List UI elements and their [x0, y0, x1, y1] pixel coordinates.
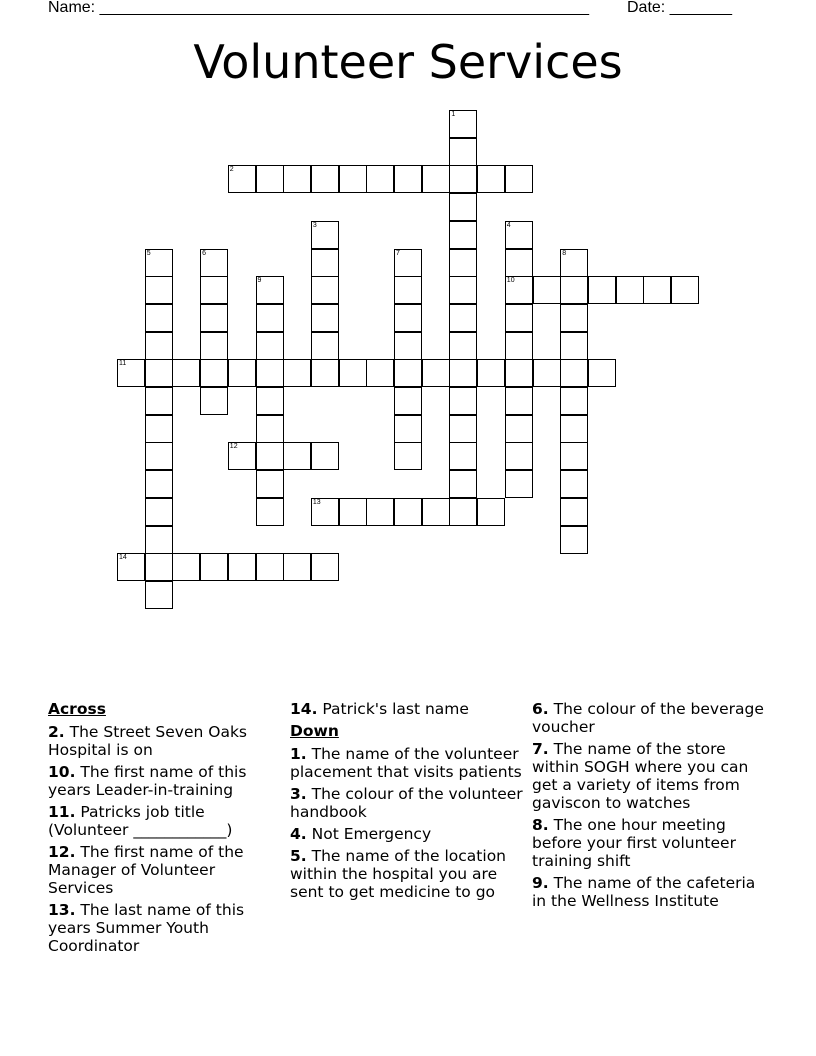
crossword-cell[interactable] [394, 415, 422, 443]
crossword-cell[interactable] [394, 332, 422, 360]
crossword-cell[interactable] [560, 332, 588, 360]
date-field[interactable]: Date: _______ [627, 0, 732, 16]
crossword-cell[interactable] [228, 359, 256, 387]
crossword-cell[interactable] [200, 332, 228, 360]
crossword-cell[interactable] [422, 165, 450, 193]
clue-column-2 [290, 700, 526, 905]
across-heading: Across [48, 700, 106, 718]
crossword-cell[interactable] [449, 110, 477, 138]
crossword-cell[interactable] [256, 442, 284, 470]
clue-down-8: 8. The one hour meeting before your first volunteer training shift [532, 816, 736, 870]
crossword-cell[interactable] [366, 498, 394, 526]
clue-column-1 [48, 700, 278, 959]
crossword-cell[interactable] [311, 249, 339, 277]
crossword-cell[interactable] [560, 470, 588, 498]
crossword-cell[interactable] [256, 470, 284, 498]
crossword-cell[interactable] [505, 387, 533, 415]
crossword-cell[interactable] [283, 553, 311, 581]
crossword-cell[interactable] [145, 553, 173, 581]
down-heading: Down [290, 722, 339, 740]
crossword-cell[interactable] [449, 387, 477, 415]
crossword-cell[interactable] [200, 276, 228, 304]
crossword-cell[interactable] [145, 581, 173, 609]
crossword-cell[interactable] [394, 276, 422, 304]
crossword-cell[interactable] [505, 249, 533, 277]
crossword-cell[interactable] [200, 249, 228, 277]
crossword-cell[interactable] [200, 553, 228, 581]
crossword-cell[interactable] [366, 359, 394, 387]
crossword-cell[interactable] [145, 526, 173, 554]
crossword-cell[interactable] [449, 249, 477, 277]
crossword-cell[interactable] [256, 415, 284, 443]
cell-number: 8 [562, 249, 567, 257]
crossword-cell[interactable] [200, 387, 228, 415]
crossword-cell[interactable] [172, 359, 200, 387]
crossword-cell[interactable] [505, 470, 533, 498]
cell-number: 14 [119, 554, 127, 562]
crossword-cell[interactable] [560, 304, 588, 332]
crossword-cell[interactable] [616, 276, 644, 304]
crossword-cell[interactable] [145, 332, 173, 360]
crossword-cell[interactable] [311, 304, 339, 332]
crossword-cell[interactable] [172, 553, 200, 581]
crossword-cell[interactable] [311, 332, 339, 360]
cell-number: 10 [506, 277, 515, 285]
crossword-cell[interactable] [394, 249, 422, 277]
crossword-cell[interactable] [256, 332, 284, 360]
crossword-cell[interactable] [145, 470, 173, 498]
cell-number: 6 [202, 249, 206, 257]
crossword-cell[interactable] [366, 165, 394, 193]
crossword-cell[interactable] [560, 276, 588, 304]
crossword-cell[interactable] [505, 221, 533, 249]
crossword-cell[interactable] [505, 442, 533, 470]
crossword-cell[interactable] [283, 359, 311, 387]
crossword-cell[interactable] [449, 276, 477, 304]
cell-number: 3 [312, 221, 317, 229]
clue-across-14: 14. Patrick's last name [290, 700, 469, 718]
crossword-cell[interactable] [145, 249, 173, 277]
crossword-cell[interactable] [394, 304, 422, 332]
crossword-cell[interactable] [449, 165, 477, 193]
crossword-cell[interactable] [145, 498, 173, 526]
crossword-cell[interactable] [311, 165, 339, 193]
crossword-cell[interactable] [394, 165, 422, 193]
crossword-cell[interactable] [422, 498, 450, 526]
cell-number: 11 [119, 360, 127, 368]
clue-down-9: 9. The name of the cafeteria in the Wellness Institute [532, 874, 756, 910]
clue-across-2: 2. The Street Seven Oaks Hospital is on [48, 723, 247, 759]
crossword-cell[interactable] [311, 498, 339, 526]
crossword-cell[interactable] [505, 332, 533, 360]
crossword-cell[interactable] [560, 387, 588, 415]
crossword-cell[interactable] [477, 165, 505, 193]
clue-down-7: 7. The name of the store within SOGH where you can get a variety of items from gaviscon to watches [532, 740, 749, 812]
clue-across-10: 10. The first name of this years Leader-in-training [48, 763, 247, 799]
cell-number: 4 [506, 221, 511, 229]
cell-number: 5 [146, 249, 151, 257]
crossword-cell[interactable] [422, 359, 450, 387]
crossword-cell[interactable] [505, 165, 533, 193]
crossword-cell[interactable] [283, 165, 311, 193]
clue-down-5: 5. The name of the location within the hospital you are sent to get medicine to go [290, 847, 506, 901]
crossword-cell[interactable] [283, 442, 311, 470]
crossword-cell[interactable] [671, 276, 699, 304]
crossword-cell[interactable] [256, 276, 284, 304]
crossword-cell[interactable] [228, 553, 256, 581]
crossword-cell[interactable] [339, 165, 367, 193]
clue-down-1: 1. The name of the volunteer placement that visits patients [290, 745, 522, 781]
crossword-cell[interactable] [339, 359, 367, 387]
crossword-cell[interactable] [449, 442, 477, 470]
crossword-cell[interactable] [449, 221, 477, 249]
cell-number: 13 [312, 498, 321, 506]
cell-number: 9 [257, 277, 262, 285]
crossword-cell[interactable] [477, 359, 505, 387]
crossword-cell[interactable] [145, 304, 173, 332]
crossword-cell[interactable] [449, 332, 477, 360]
page-title: Volunteer Services [193, 35, 623, 89]
crossword-cell[interactable] [117, 359, 145, 387]
crossword-cell[interactable] [394, 387, 422, 415]
crossword-cell[interactable] [449, 304, 477, 332]
crossword-cell[interactable] [449, 498, 477, 526]
crossword-cell[interactable] [643, 276, 671, 304]
crossword-cell[interactable] [505, 415, 533, 443]
clue-across-11: 11. Patricks job title (Volunteer ____________) [48, 803, 233, 839]
clue-down-4: 4. Not Emergency [290, 825, 432, 843]
crossword-cell[interactable] [505, 304, 533, 332]
crossword-cell[interactable] [560, 498, 588, 526]
crossword-cell[interactable] [256, 165, 284, 193]
cell-number: 1 [451, 111, 456, 118]
crossword-cell[interactable] [228, 165, 256, 193]
clue-across-12: 12. The first name of the Manager of Volunteer Services [48, 843, 244, 897]
crossword-cell[interactable] [449, 470, 477, 498]
cell-number: 2 [229, 166, 234, 174]
cell-number: 7 [396, 249, 400, 257]
crossword-cell[interactable] [505, 359, 533, 387]
crossword-cell[interactable] [311, 442, 339, 470]
crossword-cell[interactable] [560, 359, 588, 387]
crossword-cell[interactable] [449, 359, 477, 387]
crossword-cell[interactable] [311, 276, 339, 304]
crossword-cell[interactable] [560, 442, 588, 470]
crossword-cell[interactable] [200, 359, 228, 387]
crossword-cell[interactable] [145, 442, 173, 470]
crossword-cell[interactable] [533, 359, 561, 387]
crossword-cell[interactable] [311, 221, 339, 249]
crossword-cell[interactable] [228, 442, 256, 470]
name-field[interactable]: Name: _______________________________________________________ [48, 0, 589, 16]
crossword-cell[interactable] [339, 498, 367, 526]
clue-down-3: 3. The colour of the volunteer handbook [290, 785, 523, 821]
crossword-cell[interactable] [117, 553, 145, 581]
cell-number: 12 [229, 443, 238, 451]
crossword-cell[interactable] [588, 359, 616, 387]
crossword-cell[interactable] [533, 276, 561, 304]
crossword-cell[interactable] [449, 415, 477, 443]
crossword-cell[interactable] [311, 553, 339, 581]
crossword-cell[interactable] [560, 526, 588, 554]
crossword-cell[interactable] [394, 498, 422, 526]
clue-down-6: 6. The colour of the beverage voucher [532, 700, 764, 736]
crossword-cell[interactable] [256, 498, 284, 526]
crossword-cell[interactable] [560, 249, 588, 277]
crossword-cell[interactable] [311, 359, 339, 387]
crossword-cell[interactable] [145, 359, 173, 387]
crossword-cell[interactable] [256, 304, 284, 332]
crossword-cell[interactable] [505, 276, 533, 304]
crossword-cell[interactable] [145, 415, 173, 443]
clue-column-3 [532, 700, 772, 914]
crossword-cell[interactable] [256, 387, 284, 415]
crossword-cell[interactable] [449, 138, 477, 166]
crossword-cell[interactable] [256, 553, 284, 581]
crossword-cell[interactable] [145, 276, 173, 304]
crossword-cell[interactable] [145, 387, 173, 415]
crossword-cell[interactable] [449, 193, 477, 221]
crossword-cell[interactable] [200, 304, 228, 332]
crossword-cell[interactable] [394, 359, 422, 387]
clue-across-13: 13. The last name of this years Summer Youth Coordinator [48, 901, 245, 955]
crossword-cell[interactable] [588, 276, 616, 304]
crossword-cell[interactable] [560, 415, 588, 443]
crossword-cell[interactable] [394, 442, 422, 470]
crossword-cell[interactable] [477, 498, 505, 526]
crossword-cell[interactable] [256, 359, 284, 387]
